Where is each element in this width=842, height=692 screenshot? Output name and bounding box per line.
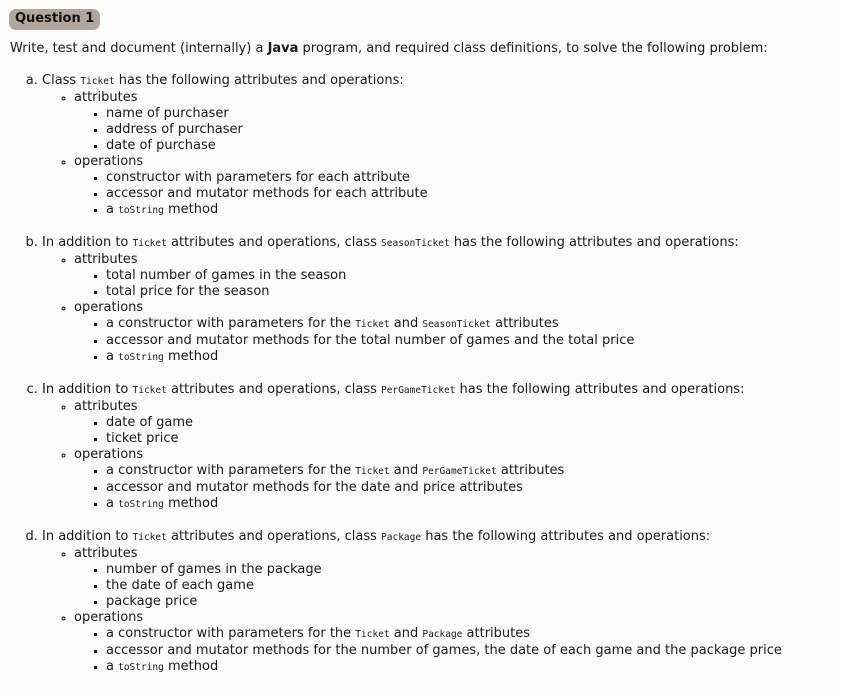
list-item: ▪ date of purchase: [106, 138, 782, 154]
attributes-section: ◦ attributes ▪ date of game ▪ ticket price: [74, 399, 782, 447]
method-name: toString: [118, 662, 164, 673]
list-item: ▪ number of games in the package: [106, 562, 782, 578]
method-name: toString: [118, 352, 164, 363]
class-name: PerGameTicket: [381, 385, 456, 396]
list-item: ▪ accessor and mutator methods for the total number of games and the total price: [106, 333, 782, 349]
class-name: SeasonTicket: [381, 238, 450, 249]
part-c: [42, 382, 782, 513]
operations-list: [74, 626, 782, 676]
attributes-list: [74, 106, 782, 154]
list-item: ▪ ticket price: [106, 431, 782, 447]
class-name: Ticket: [132, 385, 167, 396]
part-d-sections: [42, 546, 782, 676]
class-name: Ticket: [355, 319, 390, 330]
list-item: ▪ a toString method: [106, 349, 782, 366]
list-item: ▪ a constructor with parameters for the Ticket and SeasonTicket attributes: [106, 316, 782, 333]
list-item: ▪ a toString method: [106, 202, 782, 219]
list-item: ▪ name of purchaser: [106, 106, 782, 122]
attributes-list: [74, 415, 782, 447]
operations-section: ◦ operations ▪ a constructor with parameters for the Ticket and SeasonTicket attributes ▪ accessor and mutator methods for the total number of games and the total price ▪ a toString method: [74, 300, 782, 366]
list-item: ▪ package price: [106, 594, 782, 610]
part-header: Class Ticket has the following attributes and operations:: [42, 73, 404, 88]
list-item: ▪ total price for the season: [106, 284, 782, 300]
intro-text-bold: Java: [267, 41, 299, 56]
operations-section: ◦ operations ▪ a constructor with parameters for the Ticket and Package attributes ▪ accessor and mutator methods for the number of games, the date of each game and the package price ▪ a toString method: [74, 610, 782, 676]
operations-list: [74, 463, 782, 513]
requirements-list: [0, 73, 782, 692]
class-name: PerGameTicket: [422, 466, 497, 477]
list-item: ▪ accessor and mutator methods for the date and price attributes: [106, 480, 782, 496]
method-name: toString: [118, 499, 164, 510]
operations-section: ◦ operations ▪ a constructor with parameters for the Ticket and PerGameTicket attributes ▪ accessor and mutator methods for the date and price attributes ▪ a toString method: [74, 447, 782, 513]
list-item: ▪ the date of each game: [106, 578, 782, 594]
attributes-list: [74, 562, 782, 610]
operations-list: [74, 170, 782, 219]
part-b-sections: [42, 252, 782, 366]
intro-text-post: program, and required class definitions, to solve the following problem:: [298, 41, 768, 56]
part-header: In addition to Ticket attributes and operations, class PerGameTicket has the following attributes and operations:: [42, 382, 745, 397]
list-item: ▪ accessor and mutator methods for each attribute: [106, 186, 782, 202]
part-a: [42, 73, 782, 219]
part-d: [42, 529, 782, 676]
class-name: Ticket: [80, 76, 115, 87]
class-name: Ticket: [132, 532, 167, 543]
intro-text-pre: Write, test and document (internally) a: [10, 41, 268, 56]
question-badge: Question 1: [9, 9, 100, 30]
attributes-section: ◦ attributes ▪ number of games in the package ▪ the date of each game ▪ package price: [74, 546, 782, 610]
list-item: ▪ a constructor with parameters for the Ticket and Package attributes: [106, 626, 782, 643]
attributes-section: ◦ attributes ▪ total number of games in the season ▪ total price for the season: [74, 252, 782, 300]
part-b: [42, 235, 782, 366]
operations-section: ◦ operations ▪ constructor with parameters for each attribute ▪ accessor and mutator methods for each attribute ▪ a toString method: [74, 154, 782, 219]
operations-list: [74, 316, 782, 366]
class-name: SeasonTicket: [422, 319, 491, 330]
list-item: ▪ a toString method: [106, 659, 782, 676]
list-item: ▪ address of purchaser: [106, 122, 782, 138]
class-name: Ticket: [132, 238, 167, 249]
list-item: ▪ date of game: [106, 415, 782, 431]
method-name: toString: [118, 205, 164, 216]
class-name: Ticket: [355, 466, 390, 477]
list-item: ▪ a constructor with parameters for the Ticket and PerGameTicket attributes: [106, 463, 782, 480]
attributes-section: ◦ attributes ▪ name of purchaser ▪ address of purchaser ▪ date of purchase: [74, 90, 782, 154]
list-item: ▪ total number of games in the season: [106, 268, 782, 284]
list-item: ▪ constructor with parameters for each attribute: [106, 170, 782, 186]
list-item: ▪ accessor and mutator methods for the number of games, the date of each game and the package price: [106, 643, 782, 659]
list-item: ▪ a toString method: [106, 496, 782, 513]
class-name: Package: [381, 532, 422, 543]
attributes-list: [74, 268, 782, 300]
part-c-sections: [42, 399, 782, 513]
class-name: Package: [422, 629, 463, 640]
part-header: In addition to Ticket attributes and operations, class SeasonTicket has the following attributes and operations:: [42, 235, 739, 250]
part-header: In addition to Ticket attributes and operations, class Package has the following attributes and operations:: [42, 529, 711, 544]
part-a-sections: [42, 90, 782, 219]
intro-paragraph: [10, 41, 768, 57]
class-name: Ticket: [355, 629, 390, 640]
